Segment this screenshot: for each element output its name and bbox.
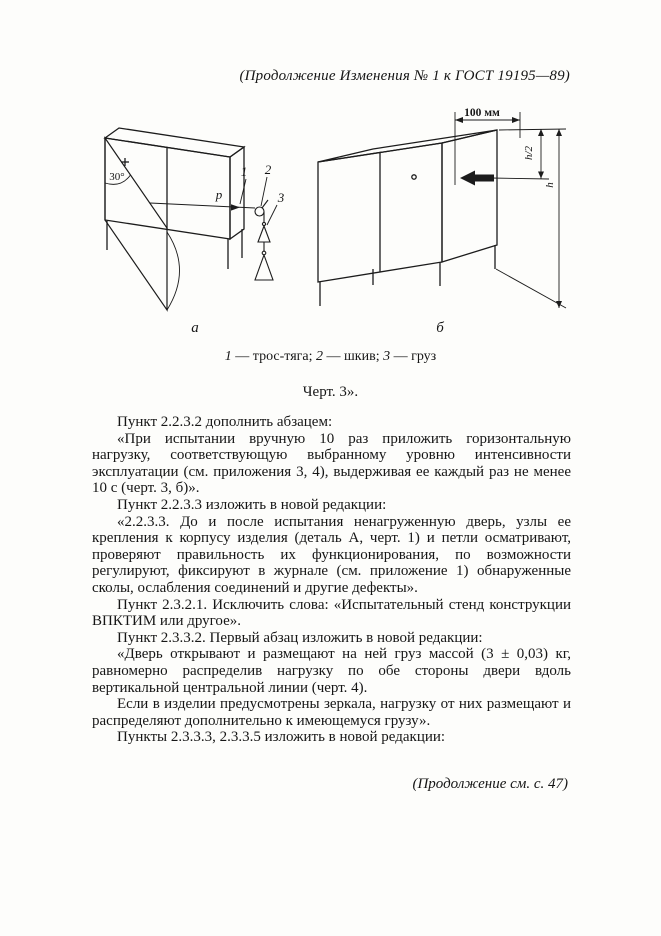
figure-area (85, 105, 580, 345)
figure-a (95, 120, 295, 335)
rope-and-load (150, 200, 273, 280)
paragraph: Пункты 2.3.3.3, 2.3.3.5 изложить в новой редакции: (117, 729, 446, 746)
part-leaders (240, 177, 277, 225)
arrowhead-icon (512, 117, 520, 123)
door-swing-arc (167, 232, 180, 310)
figure-number: Черт. 3». (302, 384, 359, 400)
paragraph: Пункт 2.2.3.2 дополнить абзацем: (117, 414, 333, 430)
pulley-mount (262, 200, 268, 208)
pulley-icon (255, 207, 264, 216)
paragraph: «Дверь открывают и размещают на ней груз массой (3 ± 0,03) кг, равномерно распределив нагрузку по обе стороны двери вдоль вертикальной центральной линии (черт. 4). (92, 646, 571, 696)
footer-continuation-text: (Продолжение см. с. 47) (412, 776, 568, 792)
figure-b-label: б (436, 320, 444, 336)
paragraph: «При испытании вручную 10 раз приложить горизонтальную нагрузку, соответствующую выбранному уровню интенсивности эксплуатации (см. приложения 3, 4), выдерживая ее каждый раз не менее 10 с (черт. 3, б)». (92, 430, 571, 497)
caption-part-text: — груз (390, 349, 437, 364)
part-1-label: 1 (240, 164, 248, 179)
cabinet-b-top-face (318, 130, 497, 162)
leader-line-1 (240, 179, 246, 204)
header-continuation-text: (Продолжение Изменения № 1 к ГОСТ 19195—89) (239, 68, 570, 84)
paragraph: Пункт 2.3.3.2. Первый абзац изложить в новой редакции: (117, 629, 483, 646)
figure-caption (0, 349, 661, 365)
angle-label: 30° (109, 171, 125, 183)
page-header (239, 68, 570, 85)
load-arrow-icon (460, 171, 494, 186)
arrowhead-icon (556, 129, 562, 136)
force-arrowhead-icon (231, 204, 240, 210)
page-footer (412, 776, 568, 793)
leader-line-3 (267, 205, 277, 225)
door-panel (105, 138, 167, 310)
door-handle-icon (412, 175, 416, 179)
figure-a-label: а (191, 320, 199, 336)
cabinet-b-outline (318, 130, 497, 306)
part-3-label: 3 (277, 190, 285, 205)
part-2-label: 2 (264, 162, 272, 177)
weight-small-icon (258, 226, 270, 242)
dimension-lines (455, 112, 566, 308)
cabinet-a-side-face (230, 147, 244, 239)
weight-large-icon (255, 255, 273, 280)
dimension-arrowheads (455, 117, 562, 308)
open-door (105, 138, 180, 310)
caption-part-text: — шкив; (323, 349, 384, 364)
paragraph: «2.2.3.3. До и после испытания ненагруженную дверь, узлы ее крепления к корпусу изделия (деталь А, черт. 1) и петли осматривают, проверяют правильность их функционирования, по возможности регулируют, фиксируют в журнале (см. приложение 1) обнаруженные сколы, ослабления соединений и другие дефекты». (92, 513, 571, 596)
ext-line-mid (491, 178, 549, 179)
dim-100mm-label: 100 мм (464, 107, 500, 119)
arrowhead-icon (538, 129, 544, 136)
dim-h-label: h (544, 182, 556, 188)
arrowhead-icon (556, 301, 562, 308)
force-p-label: р (215, 187, 223, 202)
arrowhead-icon (538, 172, 544, 179)
ext-line-top (499, 129, 566, 130)
caption-part-number: 3 (383, 349, 391, 364)
cabinet-b-side-face (442, 130, 497, 262)
arrowhead-icon (455, 117, 463, 123)
figure-b-drawing (310, 105, 570, 325)
cabinet-a-outline (105, 128, 244, 269)
ext-line-bottom (496, 269, 566, 308)
caption-part-number: 2 (316, 349, 324, 364)
paragraph: Если в изделии предусмотрены зеркала, нагрузку от них размещают и распределяют дополнительно к имеющемуся грузу». (92, 696, 571, 729)
caption-part-number: 1 (224, 349, 232, 364)
caption-part-text: — трос-тяга; (231, 349, 317, 364)
figure-a-drawing (95, 120, 295, 335)
figure-b (310, 105, 570, 336)
paragraph: Пункт 2.2.3.3 изложить в новой редакции: (117, 496, 387, 513)
document-body (92, 414, 571, 746)
dim-h2-label: h/2 (523, 145, 535, 161)
paragraph: Пункт 2.3.2.1. Исключить слова: «Испытательный стенд конструкции ВПКТИМ или другое». (92, 596, 571, 630)
cabinet-a-top-face (105, 128, 244, 157)
